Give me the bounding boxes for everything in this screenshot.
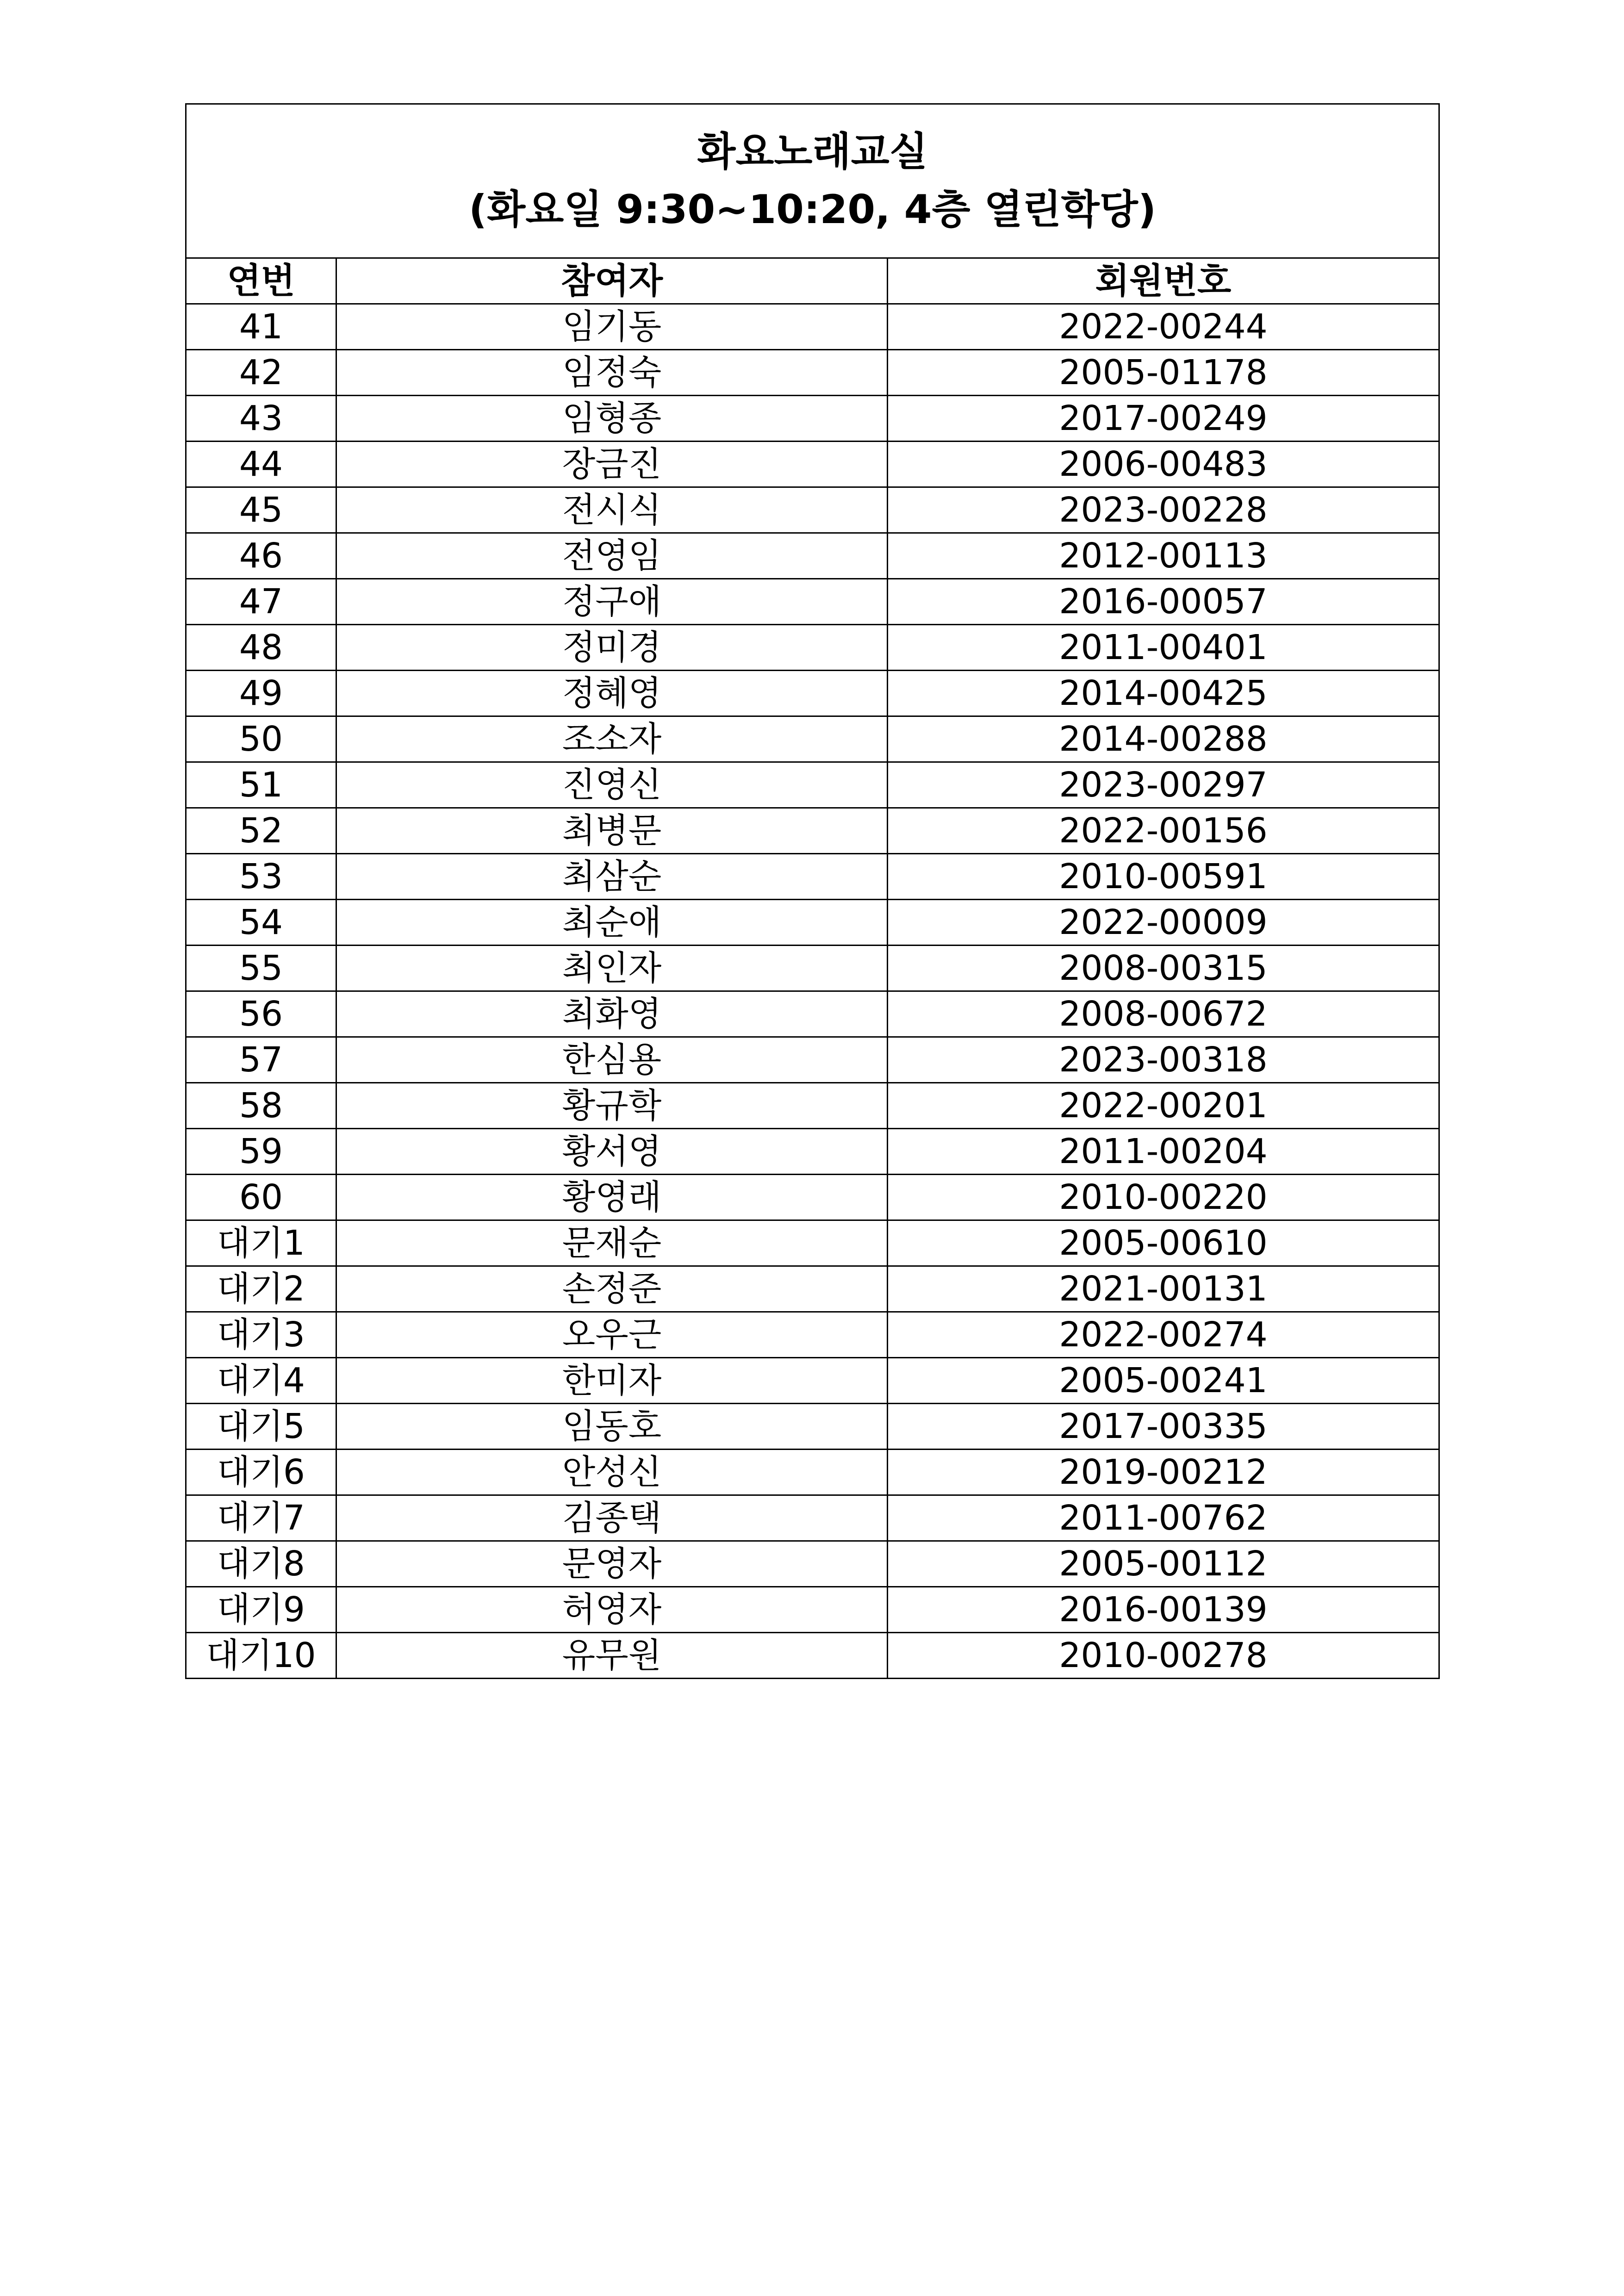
row-number-cell: 대기8 bbox=[186, 1541, 336, 1587]
member-id-cell: 2014-00425 bbox=[888, 671, 1439, 716]
row-number-cell: 54 bbox=[186, 900, 336, 946]
row-number-cell: 50 bbox=[186, 716, 336, 762]
row-number-cell: 60 bbox=[186, 1175, 336, 1220]
participant-name-cell: 최병문 bbox=[336, 808, 888, 854]
table-row bbox=[186, 625, 1439, 671]
row-number-cell: 53 bbox=[186, 854, 336, 900]
table-row bbox=[186, 1037, 1439, 1083]
column-header-number: 연번 bbox=[186, 258, 336, 304]
column-header-member-id: 회원번호 bbox=[888, 258, 1439, 304]
table-row bbox=[186, 350, 1439, 396]
member-id-cell: 2016-00139 bbox=[888, 1587, 1439, 1633]
row-number-cell: 47 bbox=[186, 579, 336, 625]
table-row bbox=[186, 533, 1439, 579]
member-id-cell: 2022-00201 bbox=[888, 1083, 1439, 1129]
participant-name-cell: 조소자 bbox=[336, 716, 888, 762]
table-row bbox=[186, 671, 1439, 716]
member-id-cell: 2022-00274 bbox=[888, 1312, 1439, 1358]
table-row bbox=[186, 442, 1439, 487]
table-row bbox=[186, 487, 1439, 533]
participant-name-cell: 정미경 bbox=[336, 625, 888, 671]
title-cell bbox=[186, 104, 1439, 258]
table-row bbox=[186, 1312, 1439, 1358]
column-header-participant: 참여자 bbox=[336, 258, 888, 304]
row-number-cell: 43 bbox=[186, 396, 336, 442]
table-row bbox=[186, 1129, 1439, 1175]
member-id-cell: 2011-00401 bbox=[888, 625, 1439, 671]
participant-table bbox=[185, 103, 1440, 1679]
table-row bbox=[186, 396, 1439, 442]
row-number-cell: 56 bbox=[186, 991, 336, 1037]
participant-name-cell: 한미자 bbox=[336, 1358, 888, 1404]
participant-name-cell: 한심용 bbox=[336, 1037, 888, 1083]
participant-name-cell: 최삼순 bbox=[336, 854, 888, 900]
row-number-cell: 대기2 bbox=[186, 1266, 336, 1312]
member-id-cell: 2005-00112 bbox=[888, 1541, 1439, 1587]
table-row bbox=[186, 808, 1439, 854]
member-id-cell: 2016-00057 bbox=[888, 579, 1439, 625]
participant-name-cell: 문영자 bbox=[336, 1541, 888, 1587]
participant-name-cell: 손정준 bbox=[336, 1266, 888, 1312]
member-id-cell: 2021-00131 bbox=[888, 1266, 1439, 1312]
table-row bbox=[186, 1266, 1439, 1312]
member-id-cell: 2019-00212 bbox=[888, 1450, 1439, 1495]
member-id-cell: 2005-01178 bbox=[888, 350, 1439, 396]
table-row bbox=[186, 1358, 1439, 1404]
member-id-cell: 2022-00009 bbox=[888, 900, 1439, 946]
member-id-cell: 2010-00278 bbox=[888, 1633, 1439, 1679]
row-number-cell: 대기10 bbox=[186, 1633, 336, 1679]
page-subtitle: (화요일 9:30~10:20, 4층 열린학당) bbox=[468, 187, 1157, 233]
table-row bbox=[186, 1587, 1439, 1633]
header-row bbox=[186, 258, 1439, 304]
page-title: 화요노래교실 bbox=[697, 129, 928, 175]
member-id-cell: 2005-00241 bbox=[888, 1358, 1439, 1404]
participant-name-cell: 최인자 bbox=[336, 946, 888, 991]
participant-name-cell: 임형종 bbox=[336, 396, 888, 442]
table-row bbox=[186, 1450, 1439, 1495]
member-id-cell: 2006-00483 bbox=[888, 442, 1439, 487]
participant-name-cell: 허영자 bbox=[336, 1587, 888, 1633]
table-row bbox=[186, 1175, 1439, 1220]
row-number-cell: 52 bbox=[186, 808, 336, 854]
participant-name-cell: 최화영 bbox=[336, 991, 888, 1037]
participant-name-cell: 문재순 bbox=[336, 1220, 888, 1266]
row-number-cell: 대기9 bbox=[186, 1587, 336, 1633]
table-row bbox=[186, 854, 1439, 900]
table-row bbox=[186, 716, 1439, 762]
row-number-cell: 41 bbox=[186, 304, 336, 350]
row-number-cell: 대기6 bbox=[186, 1450, 336, 1495]
table-row bbox=[186, 1495, 1439, 1541]
participant-name-cell: 정혜영 bbox=[336, 671, 888, 716]
row-number-cell: 46 bbox=[186, 533, 336, 579]
member-id-cell: 2017-00249 bbox=[888, 396, 1439, 442]
member-id-cell: 2010-00220 bbox=[888, 1175, 1439, 1220]
row-number-cell: 44 bbox=[186, 442, 336, 487]
table-row bbox=[186, 579, 1439, 625]
table-row bbox=[186, 1404, 1439, 1450]
participant-name-cell: 황규학 bbox=[336, 1083, 888, 1129]
table-row bbox=[186, 762, 1439, 808]
table-row bbox=[186, 900, 1439, 946]
table-body bbox=[186, 304, 1439, 1679]
table-row bbox=[186, 304, 1439, 350]
participant-name-cell: 정구애 bbox=[336, 579, 888, 625]
table-row bbox=[186, 946, 1439, 991]
member-id-cell: 2023-00228 bbox=[888, 487, 1439, 533]
member-id-cell: 2008-00315 bbox=[888, 946, 1439, 991]
row-number-cell: 58 bbox=[186, 1083, 336, 1129]
row-number-cell: 48 bbox=[186, 625, 336, 671]
member-id-cell: 2005-00610 bbox=[888, 1220, 1439, 1266]
participant-name-cell: 임기동 bbox=[336, 304, 888, 350]
table-row bbox=[186, 1083, 1439, 1129]
participant-name-cell: 임동호 bbox=[336, 1404, 888, 1450]
member-id-cell: 2008-00672 bbox=[888, 991, 1439, 1037]
participant-name-cell: 오우근 bbox=[336, 1312, 888, 1358]
member-id-cell: 2023-00297 bbox=[888, 762, 1439, 808]
row-number-cell: 55 bbox=[186, 946, 336, 991]
participant-name-cell: 장금진 bbox=[336, 442, 888, 487]
row-number-cell: 45 bbox=[186, 487, 336, 533]
table-row bbox=[186, 1633, 1439, 1679]
member-id-cell: 2011-00762 bbox=[888, 1495, 1439, 1541]
row-number-cell: 대기5 bbox=[186, 1404, 336, 1450]
row-number-cell: 51 bbox=[186, 762, 336, 808]
table-row bbox=[186, 991, 1439, 1037]
participant-name-cell: 진영신 bbox=[336, 762, 888, 808]
member-id-cell: 2014-00288 bbox=[888, 716, 1439, 762]
member-id-cell: 2023-00318 bbox=[888, 1037, 1439, 1083]
row-number-cell: 대기4 bbox=[186, 1358, 336, 1404]
participant-name-cell: 전영임 bbox=[336, 533, 888, 579]
table-row bbox=[186, 1541, 1439, 1587]
participant-name-cell: 황서영 bbox=[336, 1129, 888, 1175]
row-number-cell: 대기3 bbox=[186, 1312, 336, 1358]
member-id-cell: 2010-00591 bbox=[888, 854, 1439, 900]
participant-name-cell: 유무원 bbox=[336, 1633, 888, 1679]
row-number-cell: 49 bbox=[186, 671, 336, 716]
row-number-cell: 59 bbox=[186, 1129, 336, 1175]
participant-name-cell: 황영래 bbox=[336, 1175, 888, 1220]
row-number-cell: 대기1 bbox=[186, 1220, 336, 1266]
participant-name-cell: 최순애 bbox=[336, 900, 888, 946]
row-number-cell: 대기7 bbox=[186, 1495, 336, 1541]
participant-name-cell: 안성신 bbox=[336, 1450, 888, 1495]
row-number-cell: 57 bbox=[186, 1037, 336, 1083]
member-id-cell: 2012-00113 bbox=[888, 533, 1439, 579]
member-id-cell: 2022-00156 bbox=[888, 808, 1439, 854]
participant-name-cell: 김종택 bbox=[336, 1495, 888, 1541]
row-number-cell: 42 bbox=[186, 350, 336, 396]
participant-name-cell: 임정숙 bbox=[336, 350, 888, 396]
member-id-cell: 2011-00204 bbox=[888, 1129, 1439, 1175]
table-row bbox=[186, 1220, 1439, 1266]
member-id-cell: 2017-00335 bbox=[888, 1404, 1439, 1450]
member-id-cell: 2022-00244 bbox=[888, 304, 1439, 350]
participant-name-cell: 전시식 bbox=[336, 487, 888, 533]
